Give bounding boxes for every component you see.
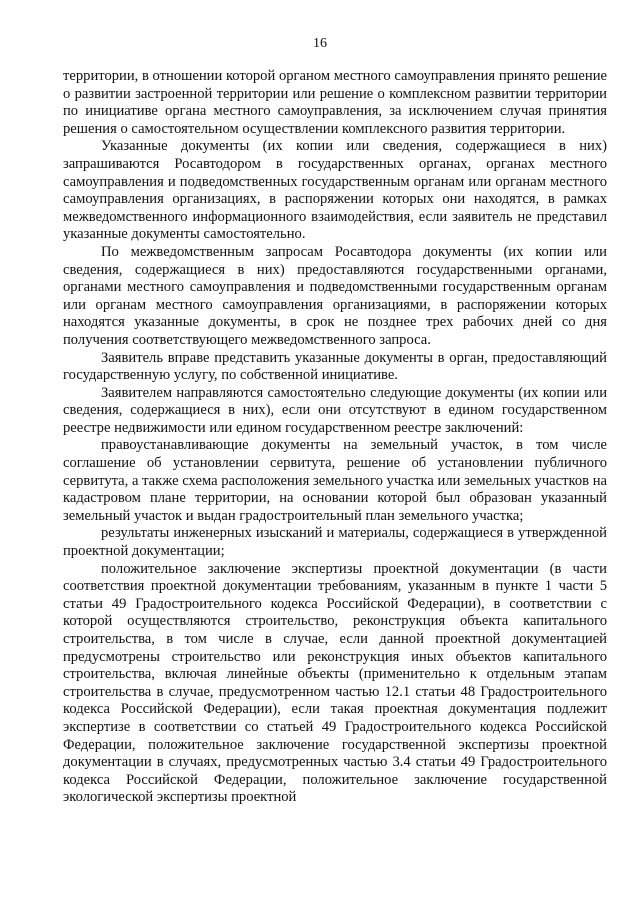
document-body xyxy=(63,68,607,807)
paragraph: Заявителем направляются самостоятельно следующие документы (их копии или сведения, содержащиеся в них), если они отсутствуют в едином государственном реестре недвижимости или едином государственном реестре заключений: xyxy=(63,384,607,436)
paragraph: Указанные документы (их копии или сведения, содержащиеся в них) запрашиваются Росавтодором в государственных органах, органах местного самоуправления и подведомственных государственным органам или органам местного самоуправления организациях, в распоряжении которых они находятся, в рамках межведомственного информационного взаимодействия, если заявитель не представил указанные документы самостоятельно. xyxy=(63,138,607,243)
list-item-paragraph: результаты инженерных изысканий и материалы, содержащиеся в утвержденной проектной документации; xyxy=(63,525,607,560)
paragraph-continuation: территории, в отношении которой органом местного самоуправления принято решение о развитии застроенной территории или решение о комплексном развитии территории по инициативе органа местного самоуправления, за исключением случая принятия решения о самостоятельном осуществлении комплексного развития территории. xyxy=(63,68,607,137)
paragraph: Заявитель вправе представить указанные документы в орган, предоставляющий государственную услугу, по собственной инициативе. xyxy=(63,349,607,384)
list-item-paragraph: правоустанавливающие документы на земельный участок, в том числе соглашение об установлении сервитута, решение об установлении публичного сервитута, а также схема расположения земельного участка или земельных участков на кадастровом плане территории, на основании которой был образован указанный земельный участок и выдан градостроительный план земельного участка; xyxy=(63,437,607,524)
page-number: 16 xyxy=(313,36,327,51)
paragraph: По межведомственным запросам Росавтодора документы (их копии или сведения, содержащиеся в них) предоставляются государственными органами, органами местного самоуправления и подведомственными государственным органам или органам местного самоуправления организациями, в распоряжении которых находятся указанные документы, в срок не позднее трех рабочих дней со дня получения соответствующего межведомственного запроса. xyxy=(63,243,607,348)
list-item-paragraph: положительное заключение экспертизы проектной документации (в части соответствия проектной документации требованиям, указанным в пункте 1 части 5 статьи 49 Градостроительного кодекса Российской Федерации), в соответствии с которой осуществляются строительство, реконструкция объекта капитального строительства, в том числе в случае, если данной проектной документацией предусмотрены строительство или реконструкция иных объектов капитального строительства, включая линейные объекты (применительно к отдельным этапам строительства в случае, предусмотренном частью 12.1 статьи 48 Градостроительного кодекса Российской Федерации), если такая проектная документация подлежит экспертизе в соответствии со статьей 49 Градостроительного кодекса Российской Федерации, положительное заключение государственной экспертизы проектной документации в случаях, предусмотренных частью 3.4 статьи 49 Градостроительного кодекса Российской Федерации, положительное заключение государственной экологической экспертизы проектной xyxy=(63,560,607,806)
